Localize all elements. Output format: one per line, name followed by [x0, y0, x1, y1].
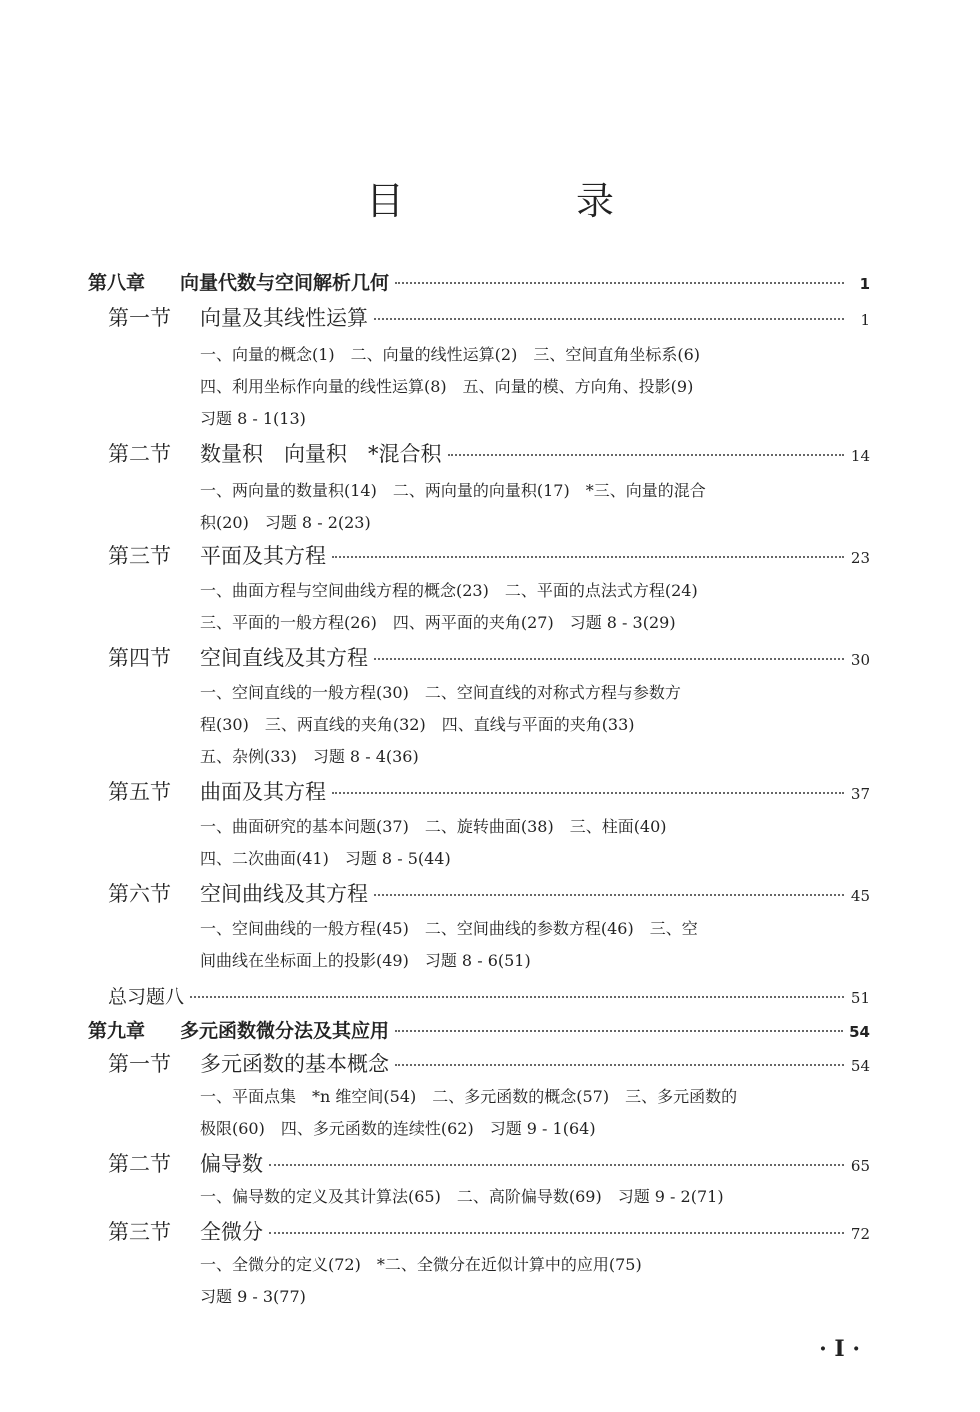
section-number: 第一节 [108, 1052, 171, 1076]
section-title: 空间曲线及其方程 [200, 882, 368, 906]
page-title: 目 录 [365, 179, 695, 223]
chapter-number: 第八章 [88, 272, 146, 294]
toc-chapter-9[interactable] [88, 1016, 870, 1043]
subsection-line: 习题 9 - 3(77) [200, 1287, 306, 1306]
subsection-line: 极限(60) 四、多元函数的连续性(62) 习题 9 - 1(64) [200, 1119, 596, 1138]
dot-leader [332, 792, 844, 794]
page-number: 1 [860, 311, 870, 329]
subsection-line: 五、杂例(33) 习题 8 - 4(36) [200, 747, 419, 766]
toc-section-8-6[interactable] [108, 878, 870, 908]
dot-leader [269, 1232, 844, 1234]
section-title: 空间直线及其方程 [200, 646, 368, 670]
chapter-title: 多元函数微分法及其应用 [180, 1020, 390, 1042]
dot-leader [374, 318, 844, 320]
dot-leader [395, 1030, 843, 1032]
dot-leader [395, 1064, 844, 1066]
subsection-line: 一、偏导数的定义及其计算法(65) 二、高阶偏导数(69) 习题 9 - 2(71) [200, 1187, 724, 1206]
section-number: 第二节 [108, 442, 171, 466]
section-title: 全微分 [200, 1220, 263, 1244]
section-number: 第三节 [108, 1220, 171, 1244]
subsection-line: 一、两向量的数量积(14) 二、两向量的向量积(17) *三、向量的混合 [200, 481, 706, 500]
section-number: 第六节 [108, 882, 171, 906]
chapter-number: 第九章 [88, 1020, 146, 1042]
section-number: 第三节 [108, 544, 171, 568]
section-number: 第一节 [108, 306, 171, 330]
toc-review-8[interactable] [108, 982, 870, 1009]
subsection-line: 一、空间直线的一般方程(30) 二、空间直线的对称式方程与参数方 [200, 683, 681, 702]
dot-leader [374, 894, 844, 896]
subsection-line: 积(20) 习题 8 - 2(23) [200, 513, 371, 532]
page-number: 1 [859, 275, 870, 293]
dot-leader [448, 454, 845, 456]
page-number: 45 [850, 887, 870, 905]
toc-chapter-8[interactable] [88, 268, 870, 295]
subsection-line: 间曲线在坐标面上的投影(49) 习题 8 - 6(51) [200, 951, 531, 970]
toc-section-8-5[interactable] [108, 776, 870, 806]
page-number: 14 [850, 447, 870, 465]
page-folio: · I · [819, 1336, 860, 1362]
section-title: 多元函数的基本概念 [200, 1052, 389, 1076]
page-number: 30 [850, 651, 870, 669]
subsection-line: 四、二次曲面(41) 习题 8 - 5(44) [200, 849, 451, 868]
section-title: 数量积 向量积 *混合积 [200, 442, 442, 466]
subsection-line: 程(30) 三、两直线的夹角(32) 四、直线与平面的夹角(33) [200, 715, 635, 734]
page-number: 54 [849, 1023, 870, 1041]
section-title: 向量及其线性运算 [200, 306, 368, 330]
page-number: 65 [850, 1157, 870, 1175]
subsection-line: 三、平面的一般方程(26) 四、两平面的夹角(27) 习题 8 - 3(29) [200, 613, 676, 632]
subsection-line: 四、利用坐标作向量的线性运算(8) 五、向量的模、方向角、投影(9) [200, 377, 694, 396]
page-number: 51 [850, 989, 870, 1007]
dot-leader [190, 996, 844, 998]
review-title: 总习题八 [108, 986, 185, 1008]
toc-section-9-3[interactable] [108, 1216, 870, 1246]
subsection-line: 一、平面点集 *n 维空间(54) 二、多元函数的概念(57) 三、多元函数的 [200, 1087, 738, 1106]
page-number: 37 [850, 785, 870, 803]
subsection-line: 一、全微分的定义(72) *二、全微分在近似计算中的应用(75) [200, 1255, 642, 1274]
subsection-line: 习题 8 - 1(13) [200, 409, 306, 428]
page-number: 72 [850, 1225, 870, 1243]
section-title: 曲面及其方程 [200, 780, 326, 804]
dot-leader [395, 282, 844, 284]
toc-section-8-4[interactable] [108, 642, 870, 672]
toc-section-9-1[interactable] [108, 1048, 870, 1078]
section-title: 偏导数 [200, 1152, 263, 1176]
section-number: 第五节 [108, 780, 171, 804]
subsection-line: 一、曲面方程与空间曲线方程的概念(23) 二、平面的点法式方程(24) [200, 581, 698, 600]
toc-section-8-1[interactable] [108, 302, 870, 332]
subsection-line: 一、向量的概念(1) 二、向量的线性运算(2) 三、空间直角坐标系(6) [200, 345, 700, 364]
page-number: 54 [850, 1057, 870, 1075]
dot-leader [332, 556, 844, 558]
subsection-line: 一、空间曲线的一般方程(45) 二、空间曲线的参数方程(46) 三、空 [200, 919, 698, 938]
toc-section-9-2[interactable] [108, 1148, 870, 1178]
section-number: 第四节 [108, 646, 171, 670]
toc-section-8-2[interactable] [108, 438, 870, 468]
section-number: 第二节 [108, 1152, 171, 1176]
dot-leader [269, 1164, 844, 1166]
section-title: 平面及其方程 [200, 544, 326, 568]
dot-leader [374, 658, 844, 660]
toc-section-8-3[interactable] [108, 540, 870, 570]
page-number: 23 [850, 549, 870, 567]
subsection-line: 一、曲面研究的基本问题(37) 二、旋转曲面(38) 三、柱面(40) [200, 817, 667, 836]
chapter-title: 向量代数与空间解析几何 [180, 272, 390, 294]
